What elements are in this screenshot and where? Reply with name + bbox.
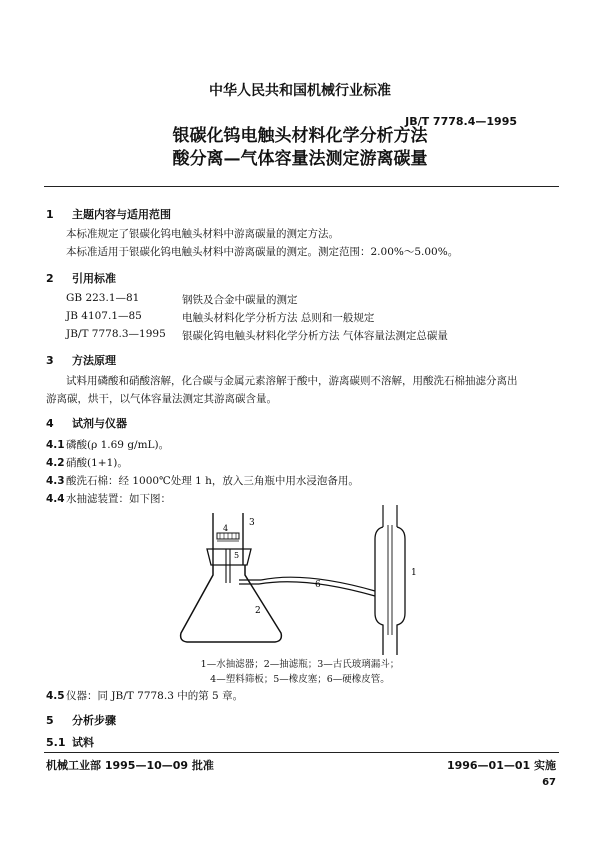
header-divider bbox=[44, 186, 559, 187]
item-4-4: 4.4水抽滤装置：如下图： bbox=[46, 493, 171, 505]
implementation-date: 1996—01—01 实施 bbox=[446, 759, 556, 772]
approval-date: 机械工业部 1995—10—09 批准 bbox=[46, 759, 214, 772]
section-2-heading: 2 引用标准 bbox=[46, 272, 116, 285]
ref-code: GB 223.1—81 bbox=[66, 292, 140, 304]
standard-code: JB/T 7778.4—1995 bbox=[405, 115, 517, 128]
section-1-paragraph-1: 本标准规定了银碳化钨电触头材料中游离碳量的测定方法。 bbox=[66, 228, 339, 240]
section-4-heading: 4 试剂与仪器 bbox=[46, 417, 127, 430]
section-5-1-heading: 5.1 试料 bbox=[46, 736, 94, 749]
section-3-heading: 3 方法原理 bbox=[46, 354, 116, 367]
filtration-apparatus-diagram bbox=[175, 505, 445, 655]
section-5-heading: 5 分析步骤 bbox=[46, 714, 116, 727]
label-2: 2 bbox=[255, 606, 261, 616]
label-6: 6 bbox=[315, 580, 321, 590]
document-title-line1: 银碳化钨电触头材料化学分析方法 bbox=[172, 126, 428, 146]
diagram-caption-line1: 1—水抽滤器；2—抽滤瓶；3—古氏玻璃漏斗； bbox=[200, 659, 400, 670]
footer-divider bbox=[44, 752, 559, 753]
label-5: 5 bbox=[234, 551, 240, 560]
section-3-paragraph-line2: 游离碳，烘干，以气体容量法测定其游离碳含量。 bbox=[46, 393, 277, 405]
section-1-paragraph-2: 本标准适用于银碳化钨电触头材料中游离碳量的测定。测定范围：2.00%～5.00%。 bbox=[66, 246, 459, 258]
section-3-paragraph-line1: 试料用磷酸和硝酸溶解，化合碳与金属元素溶解于酸中，游离碳则不溶解，用酸洗石棉抽滤分离出 bbox=[66, 375, 518, 387]
item-4-5: 4.5仪器：同 JB/T 7778.3 中的第 5 章。 bbox=[46, 690, 244, 702]
item-4-1: 4.1磷酸(ρ 1.69 g/mL)。 bbox=[46, 439, 170, 451]
label-4: 4 bbox=[223, 524, 229, 533]
page-number: 67 bbox=[542, 777, 556, 788]
ref-name: 电触头材料化学分析方法 总则和一般规定 bbox=[182, 312, 375, 324]
ref-name: 银碳化钨电触头材料化学分析方法 气体容量法测定总碳量 bbox=[182, 330, 448, 342]
diagram-caption-line2: 4—塑料筛板；5—橡皮塞；6—硬橡皮管。 bbox=[210, 674, 390, 685]
label-3: 3 bbox=[249, 518, 255, 528]
ref-name: 钢铁及合金中碳量的测定 bbox=[182, 294, 298, 306]
ref-code: JB/T 7778.3—1995 bbox=[66, 328, 166, 340]
section-1-heading: 1 主题内容与适用范围 bbox=[46, 208, 171, 221]
issuing-organization: 中华人民共和国机械行业标准 bbox=[209, 83, 391, 99]
suction-flask bbox=[181, 565, 282, 642]
item-4-3: 4.3酸洗石棉：经 1000℃处理 1 h，放入三角瓶中用水浸泡备用。 bbox=[46, 475, 359, 487]
document-title-line2: 酸分离—气体容量法测定游离碳量 bbox=[172, 149, 428, 169]
water-aspirator bbox=[383, 505, 397, 527]
ref-code: JB 4107.1—85 bbox=[66, 310, 142, 322]
label-1: 1 bbox=[411, 568, 417, 578]
item-4-2: 4.2硝酸(1+1)。 bbox=[46, 457, 128, 469]
